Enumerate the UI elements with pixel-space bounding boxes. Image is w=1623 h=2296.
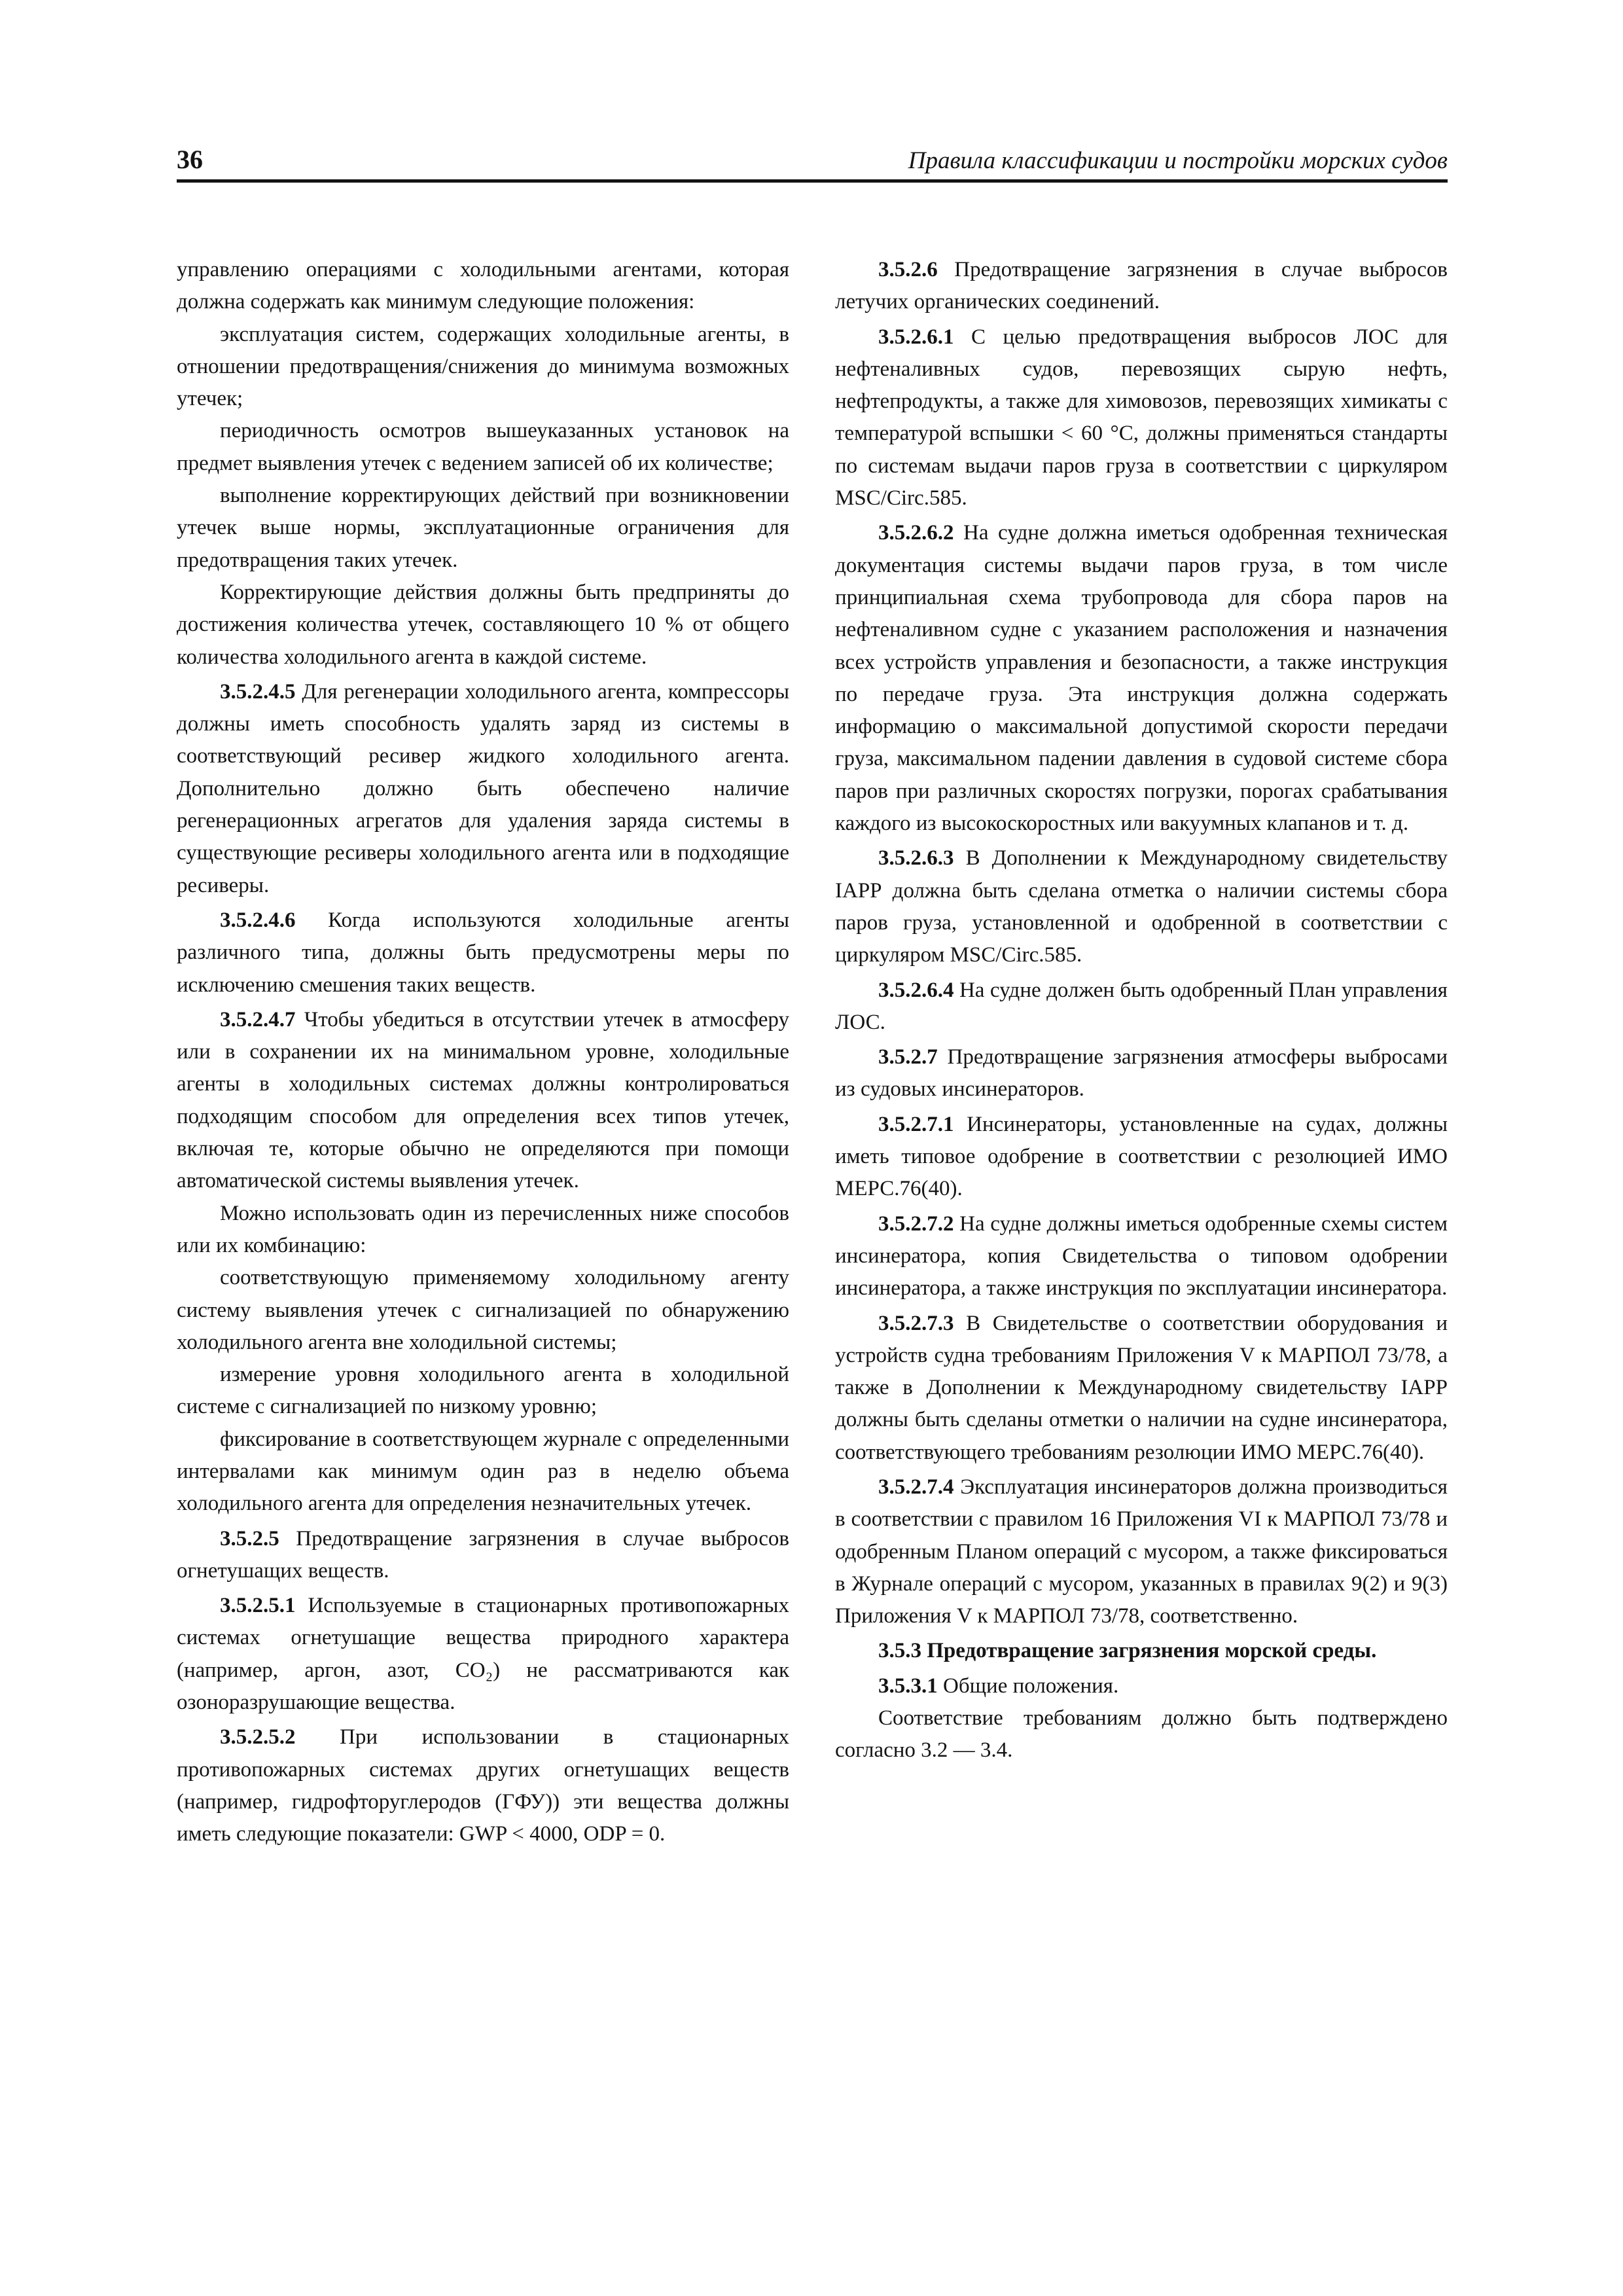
paragraph-text: измерение уровня холодильного агента в холодильной системе с сигнализацией по низкому уровню; bbox=[177, 1363, 789, 1419]
paragraph bbox=[177, 1721, 789, 1850]
page-number: 36 bbox=[177, 145, 203, 174]
left-column bbox=[177, 254, 789, 1851]
paragraph bbox=[177, 1262, 789, 1359]
paragraph bbox=[835, 321, 1448, 515]
paragraph-text: соответствующую применяемому холодильному агенту систему выявления утечек с сигнализацией по обнаружению холодильного агента вне холодильной системы; bbox=[177, 1266, 789, 1354]
clause-number: 3.5.2.6.3 bbox=[878, 846, 954, 870]
clause-number: 3.5.3.1 bbox=[878, 1674, 938, 1698]
paragraph-text: При использовании в стационарных противопожарных системах других огнетушащих веществ (например, гидрофторуглеродов (ГФУ)) эти вещества должны иметь следующие показатели: GWP < 4000, ODP = 0. bbox=[177, 1725, 789, 1846]
paragraph bbox=[177, 1424, 789, 1520]
paragraph bbox=[177, 577, 789, 673]
paragraph-text: Чтобы убедиться в отсутствии утечек в атмосферу или в сохранении их на минимальном уровне, холодильные агенты в холодильных системах должны контролироваться подходящим способом для определения всех типов утечек, включая те, которые обычно не определяются при помощи автоматической системы выявления утечек. bbox=[177, 1007, 789, 1193]
paragraph bbox=[835, 1670, 1448, 1702]
paragraph-text: управлению операциями с холодильными агентами, которая должна содержать как минимум следующие положения: bbox=[177, 258, 789, 314]
paragraph bbox=[177, 415, 789, 480]
paragraph-text: фиксирование в соответствующем журнале с определенными интервалами как минимум один раз в неделю объема холодильного агента для определения незначительных утечек. bbox=[177, 1427, 789, 1516]
paragraph bbox=[835, 254, 1448, 319]
paragraph-text: Для регенерации холодильного агента, компрессоры должны иметь способность удалять заряд из системы в соответствующий ресивер жидкого холодильного агента. Дополнительно должно быть обеспечено наличие регенерационных агрегатов для удаления заряда системы в существующие ресиверы холодильного агента или в подходящие ресиверы. bbox=[177, 679, 789, 897]
paragraph-text: Общие положения. bbox=[937, 1674, 1119, 1698]
clause-number: 3.5.2.6.4 bbox=[878, 978, 954, 1002]
paragraph-text: На судне должна иметься одобренная техническая документация системы выдачи паров груза, в том числе принципиальная схема трубопровода для сбора паров на нефтеналивном судне с указанием расположения и назначения всех устройств управления и безопасности, а также инструкция по передаче груза. Эта инструкция должна содержать информацию о максимальной допустимой скорости передачи груза, максимальном падении давления в судовой системе сбора паров при различных скоростях погрузки, порогах срабатывания каждого из высокоскоростных или вакуумных клапанов и т. д. bbox=[835, 521, 1448, 836]
paragraph-text: Когда используются холодильные агенты различного типа, должны быть предусмотрены меры по исключению смешения таких веществ. bbox=[177, 908, 789, 997]
paragraph bbox=[177, 905, 789, 1001]
paragraph bbox=[835, 1208, 1448, 1305]
running-title: Правила классификации и постройки морских судов bbox=[908, 147, 1448, 174]
clause-number: 3.5.3 bbox=[878, 1639, 921, 1663]
paragraph-text: выполнение корректирующих действий при возникновении утечек выше нормы, эксплуатационные ограничения для предотвращения таких утечек. bbox=[177, 484, 789, 572]
clause-number: 3.5.2.6.1 bbox=[878, 325, 954, 349]
paragraph-text: Можно использовать один из перечисленных ниже способов или их комбинацию: bbox=[177, 1201, 789, 1257]
paragraph bbox=[835, 1109, 1448, 1206]
right-column bbox=[835, 254, 1448, 1767]
paragraph bbox=[177, 1359, 789, 1424]
clause-number: 3.5.2.4.7 bbox=[220, 1007, 296, 1031]
paragraph bbox=[177, 254, 789, 319]
clause-number: 3.5.2.7.3 bbox=[878, 1311, 954, 1335]
paragraph-text: Корректирующие действия должны быть предприняты до достижения количества утечек, составляющего 10 % от общего количества холодильного агента в каждой системе. bbox=[177, 580, 789, 669]
paragraph-text: Инсинераторы, установленные на судах, должны иметь типовое одобрение в соответствии с резолюцией ИМО МЕРС.76(40). bbox=[835, 1112, 1448, 1201]
page-header bbox=[177, 143, 1448, 183]
clause-number: 3.5.2.5 bbox=[220, 1526, 279, 1551]
clause-number: 3.5.2.4.6 bbox=[220, 908, 296, 932]
clause-number: 3.5.2.7 bbox=[878, 1045, 938, 1069]
paragraph bbox=[835, 1041, 1448, 1106]
paragraph-text: Используемые в стационарных противопожарных системах огнетушащие вещества природного характера (например, аргон, азот, CO₂) не рассматриваются как озоноразрушающие вещества. bbox=[177, 1594, 789, 1715]
paragraph bbox=[177, 1198, 789, 1263]
paragraph bbox=[177, 480, 789, 577]
clause-number: 3.5.2.6.2 bbox=[878, 521, 954, 545]
clause-number: 3.5.2.5.1 bbox=[220, 1594, 296, 1618]
paragraph bbox=[177, 319, 789, 416]
paragraph bbox=[835, 1308, 1448, 1469]
paragraph-text: В Свидетельстве о соответствии оборудования и устройств судна требованиям Приложения V к МАРПОЛ 73/78, а также в Дополнении к Международному свидетельству IAPP должны быть сделаны отметки о наличии на судне инсинератора, соответствующего требованиям резолюции ИМО МЕРС.76(40). bbox=[835, 1311, 1448, 1464]
paragraph bbox=[177, 1590, 789, 1719]
paragraph-text: Предотвращение загрязнения в случае выбросов огнетушащих веществ. bbox=[177, 1526, 789, 1583]
paragraph bbox=[177, 676, 789, 902]
paragraph bbox=[835, 842, 1448, 971]
paragraph bbox=[835, 517, 1448, 840]
paragraph-text: На судне должны иметься одобренные схемы систем инсинератора, копия Свидетельства о типовом одобрении инсинератора, а также инструкция по эксплуатации инсинератора. bbox=[835, 1211, 1448, 1300]
paragraph-text: Эксплуатация инсинераторов должна производиться в соответствии с правилом 16 Приложения VI к МАРПОЛ 73/78 и одобренным Планом операций с мусором, а также фиксироваться в Журнале операций с мусором, указанных в правилах 9(2) и 9(3) Приложения V к МАРПОЛ 73/78, соответственно. bbox=[835, 1475, 1448, 1628]
paragraph-text: Предотвращение загрязнения атмосферы выбросами из судовых инсинераторов. bbox=[835, 1045, 1448, 1102]
paragraph-text: эксплуатация систем, содержащих холодильные агенты, в отношении предотвращения/снижения до минимума возможных утечек; bbox=[177, 322, 789, 411]
paragraph bbox=[177, 1004, 789, 1198]
paragraph bbox=[177, 1523, 789, 1588]
paragraph-text: С целью предотвращения выбросов ЛОС для нефтеналивных судов, перевозящих сырую нефть, нефтепродукты, а также для химовозов, перевозящих химикаты с температурой вспышки < 60 °C, должны применяться стандарты по системам выдачи паров груза в соответствии с циркуляром MSC/Circ.585. bbox=[835, 325, 1448, 511]
paragraph bbox=[835, 1635, 1448, 1667]
section-heading-text: Предотвращение загрязнения морской среды. bbox=[921, 1639, 1377, 1663]
paragraph-text: периодичность осмотров вышеуказанных установок на предмет выявления утечек с ведением записей об их количестве; bbox=[177, 419, 789, 475]
paragraph bbox=[835, 1702, 1448, 1767]
paragraph-text: Соответствие требованиям должно быть подтверждено согласно 3.2 — 3.4. bbox=[835, 1706, 1448, 1763]
paragraph-text: Предотвращение загрязнения в случае выбросов летучих органических соединений. bbox=[835, 258, 1448, 314]
paragraph-text: В Дополнении к Международному свидетельству IAPP должна быть сделана отметка о наличии системы сбора паров груза, установленной и одобренной в соответствии с циркуляром MSC/Circ.585. bbox=[835, 846, 1448, 967]
clause-number: 3.5.2.7.1 bbox=[878, 1112, 954, 1136]
clause-number: 3.5.2.7.4 bbox=[878, 1475, 954, 1499]
clause-number: 3.5.2.7.2 bbox=[878, 1211, 954, 1236]
paragraph-text: На судне должен быть одобренный План управления ЛОС. bbox=[835, 978, 1448, 1034]
clause-number: 3.5.2.6 bbox=[878, 258, 938, 281]
clause-number: 3.5.2.5.2 bbox=[220, 1725, 296, 1749]
clause-number: 3.5.2.4.5 bbox=[220, 679, 296, 704]
paragraph bbox=[835, 1471, 1448, 1632]
paragraph bbox=[835, 975, 1448, 1039]
